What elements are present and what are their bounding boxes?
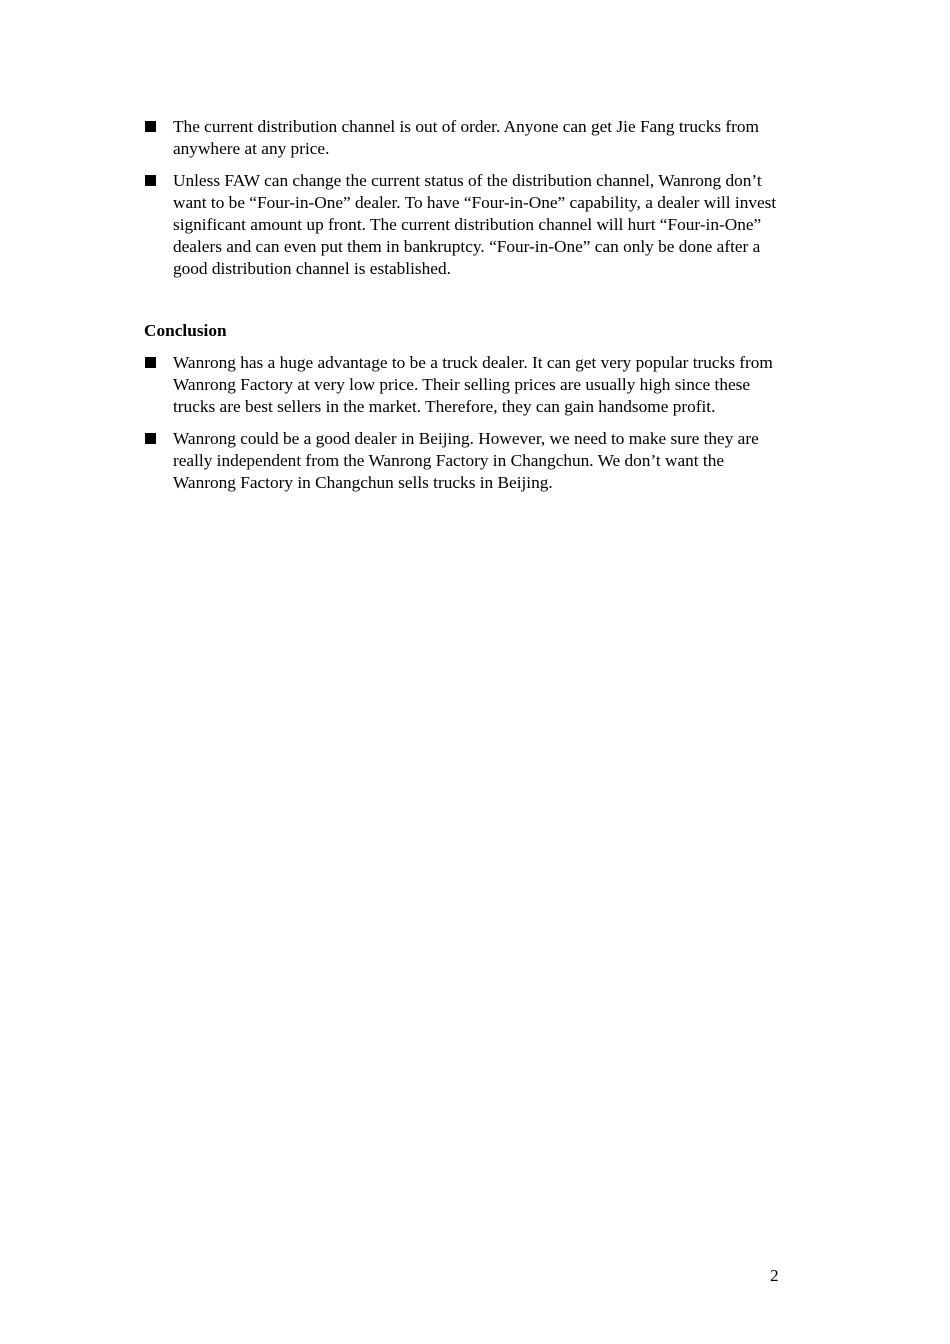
list-item-text: Wanrong has a huge advantage to be a truck dealer. It can get very popular trucks from Wanrong Factory at very low price. Their selling prices are usually high since these trucks are best sellers in the market. Therefore, they can gain handsome profit. bbox=[173, 353, 773, 416]
square-bullet-icon bbox=[145, 121, 156, 132]
list-item bbox=[144, 428, 784, 494]
list-item bbox=[144, 352, 784, 418]
page-number: 2 bbox=[770, 1266, 779, 1285]
document-body bbox=[144, 116, 784, 504]
square-bullet-icon bbox=[145, 175, 156, 186]
square-bullet-icon bbox=[145, 357, 156, 368]
bullet-list-top bbox=[144, 116, 784, 280]
list-item bbox=[144, 170, 784, 280]
square-bullet-icon bbox=[145, 433, 156, 444]
bullet-list-conclusion bbox=[144, 352, 784, 494]
list-item bbox=[144, 116, 784, 160]
list-item-text: Wanrong could be a good dealer in Beijing. However, we need to make sure they are really independent from the Wanrong Factory in Changchun. We don’t want the Wanrong Factory in Changchun sells trucks in Beijing. bbox=[173, 429, 759, 492]
conclusion-heading: Conclusion bbox=[144, 321, 227, 340]
list-item-text: The current distribution channel is out of order. Anyone can get Jie Fang trucks from anywhere at any price. bbox=[173, 117, 759, 158]
list-item-text: Unless FAW can change the current status of the distribution channel, Wanrong don’t want to be “Four-in-One” dealer. To have “Four-in-One” capability, a dealer will invest significant amount up front. The current distribution channel will hurt “Four-in-One” dealers and can even put them in bankruptcy. “Four-in-One” can only be done after a good distribution channel is established. bbox=[173, 171, 777, 278]
